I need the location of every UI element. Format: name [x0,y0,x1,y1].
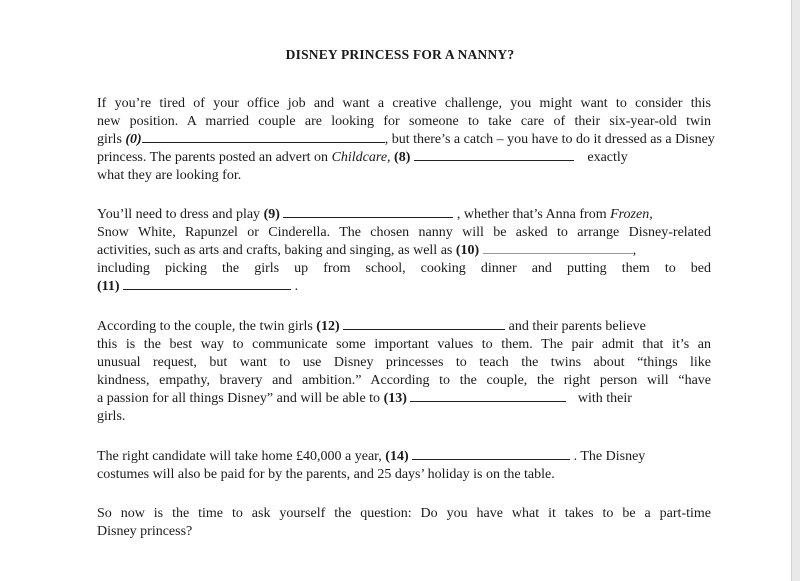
p1-line-1: If you’re tired of your office job and want a creative challenge, you might want to consider this [97,96,711,111]
p1-line-5: what they are looking for. [97,168,242,183]
p5-line-1: So now is the time to ask yourself the question: Do you have what it takes to be a part-time [97,506,711,521]
p4-text: The right candidate will take home £40,000 a year, [97,449,382,464]
paragraph-1 [97,95,715,185]
paragraph-5 [97,505,711,541]
gap-blank-9 [283,206,453,218]
p1-line-4 [97,149,711,167]
p2-line-4: including picking the girls up from school, cooking dinner and putting them to bed [97,261,711,276]
p3-text: with their [577,391,632,406]
page-edge [791,0,800,581]
p2-text: , [632,243,637,258]
p1-text: exactly [587,150,628,165]
paragraph-3 [97,318,711,426]
gap-number-8: (8) [394,150,411,165]
gap-number-9: (9) [263,207,280,222]
paragraph-2 [97,206,711,296]
p2-text: , whether that’s Anna from [456,207,607,222]
p2-text: You’ll need to dress and play [97,207,261,222]
p2-text: . [294,279,299,294]
p3-text: a passion for all things Disney” and will be able to [97,391,381,406]
p3-line-4: kindness, empathy, bravery and ambition.” According to the couple, the right person will “have [97,373,711,388]
gap-blank-11 [123,278,291,290]
gap-number-12: (12) [316,319,340,334]
p1-text: , but there’s a catch – you have to do it dressed as a Disney [384,132,715,147]
p3-text: According to the couple, the twin girls [97,319,313,334]
gap-blank-10 [483,242,633,254]
p3-line-6: girls. [97,409,126,424]
p2-text: activities, such as arts and crafts, baking and singing, as well as [97,243,453,258]
p1-line-3 [97,131,715,149]
p1-text: princess. The parents posted an advert on [97,150,329,165]
gap-blank-13 [410,390,566,402]
p5-line-2: Disney princess? [97,524,193,539]
p3-text: and their parents believe [508,319,646,334]
childcare-italic: Childcare, [331,150,391,165]
paragraph-4 [97,448,711,484]
p2-line-2: Snow White, Rapunzel or Cinderella. The chosen nanny will be asked to arrange Disney-related [97,225,711,240]
p4-line-2: costumes will also be paid for by the parents, and 25 days’ holiday is on the table. [97,467,555,482]
p3-line-1 [97,318,711,336]
p2-line-1 [97,206,711,224]
page-title: DISNEY PRINCESS FOR A NANNY? [285,47,515,62]
p3-line-2: this is the best way to communicate some important values to them. The pair admit that it’s an [97,337,711,352]
gap-blank-12 [343,318,505,330]
gap-number-0: (0) [125,132,142,147]
p1-line-2: new position. A married couple are looking for someone to take care of their six-year-old twin [97,114,711,129]
gap-blank-0 [142,131,385,143]
p3-line-5 [97,390,711,408]
gap-number-13: (13) [383,391,407,406]
p4-line-1 [97,448,711,466]
gap-number-14: (14) [385,449,409,464]
p2-line-5 [97,278,711,296]
p3-line-3: unusual request, but want to use Disney princesses to teach the twins about “things like [97,355,711,370]
p4-text: . The Disney [573,449,646,464]
p2-line-3 [97,242,711,260]
gap-number-10: (10) [455,243,480,258]
gap-blank-14 [412,448,570,460]
p1-text: girls [97,132,122,147]
gap-blank-8 [414,149,574,161]
gap-number-11: (11) [97,279,120,294]
frozen-italic: Frozen, [610,207,653,222]
